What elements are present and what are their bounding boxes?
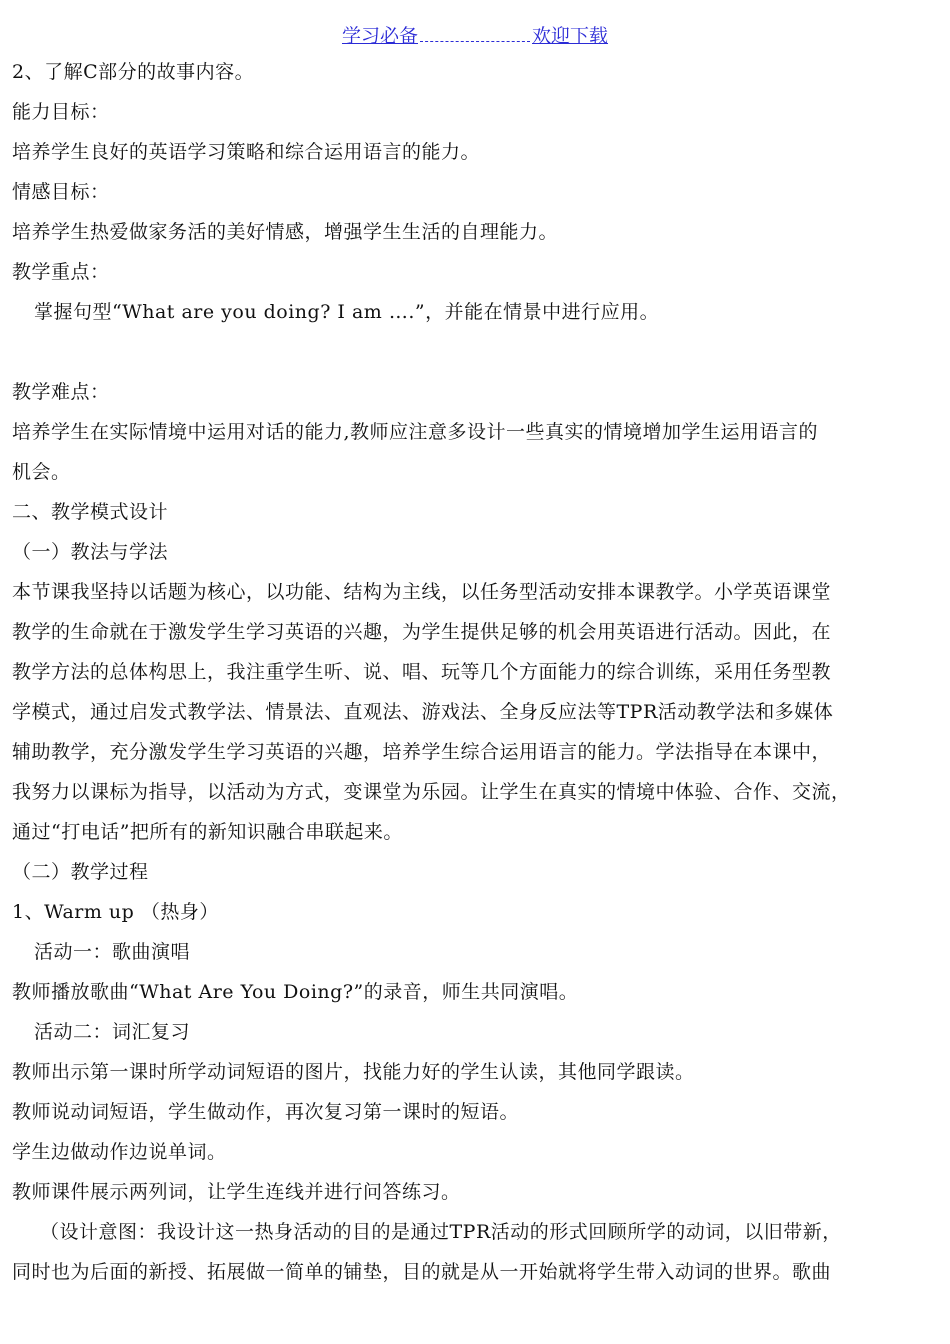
text-line: 掌握句型“What are you doing? I am ….”，并能在情景中进行应用。: [34, 301, 660, 323]
text-line: 培养学生热爱做家务活的美好情感，增强学生生活的自理能力。: [12, 221, 559, 243]
text-line: 2、了解C部分的故事内容。: [12, 61, 255, 83]
text-line: 教学方法的总体构思上，我注重学生听、说、唱、玩等几个方面能力的综合训练，采用任务型教: [12, 661, 832, 683]
text-line: 1、Warm up （热身）: [12, 901, 219, 923]
text-line: 培养学生良好的英语学习策略和综合运用语言的能力。: [12, 141, 481, 163]
text-line: 教师播放歌曲“What Are You Doing?”的录音，师生共同演唱。: [12, 981, 579, 1003]
text-line: 教师出示第一课时所学动词短语的图片，找能力好的学生认读，其他同学跟读。: [12, 1061, 695, 1083]
text-line: 同时也为后面的新授、拓展做一简单的铺垫，目的就是从一开始就将学生带入动词的世界。歌曲: [12, 1261, 832, 1283]
text-line: [12, 332, 940, 372]
text-line: （二）教学过程: [12, 861, 149, 883]
text-line: 教学难点：: [12, 381, 110, 403]
header-left-text: 学习必备: [341, 25, 418, 47]
text-line: 辅助教学，充分激发学生学习英语的兴趣，培养学生综合运用语言的能力。学法指导在本课中，: [12, 741, 832, 763]
document-body: [12, 52, 940, 1292]
text-line: 能力目标：: [12, 101, 110, 123]
text-line: 教师课件展示两列词，让学生连线并进行问答练习。: [12, 1181, 461, 1203]
text-line: 机会。: [12, 461, 71, 483]
text-line: 活动一：歌曲演唱: [34, 941, 191, 963]
text-line: 教学重点：: [12, 261, 110, 283]
text-line: （设计意图：我设计这一热身活动的目的是通过TPR活动的形式回顾所学的动词，以旧带新，: [40, 1221, 842, 1243]
text-line: 二、教学模式设计: [12, 501, 169, 523]
header-right-text: 欢迎下载: [532, 25, 609, 47]
text-line: 情感目标：: [12, 181, 110, 203]
text-line: 培养学生在实际情境中运用对话的能力,教师应注意多设计一些真实的情境增加学生运用语言的: [12, 421, 819, 443]
text-line: 通过“打电话”把所有的新知识融合串联起来。: [12, 821, 403, 843]
page-header: [0, 22, 950, 50]
text-line: 我努力以课标为指导，以活动为方式，变课堂为乐园。让学生在真实的情境中体验、合作、交流，: [12, 781, 851, 803]
header-divider: [420, 23, 530, 42]
text-line: 学生边做动作边说单词。: [12, 1141, 227, 1163]
text-line: 学模式，通过启发式教学法、情景法、直观法、游戏法、全身反应法等TPR活动教学法和多媒体: [12, 701, 834, 723]
text-line: 本节课我坚持以话题为核心，以功能、结构为主线，以任务型活动安排本课教学。小学英语课堂: [12, 581, 832, 603]
text-line: 教学的生命就在于激发学生学习英语的兴趣，为学生提供足够的机会用英语进行活动。因此，在: [12, 621, 832, 643]
text-line: （一）教法与学法: [12, 541, 169, 563]
text-line: 活动二：词汇复习: [34, 1021, 191, 1043]
text-line: 教师说动词短语，学生做动作，再次复习第一课时的短语。: [12, 1101, 520, 1123]
